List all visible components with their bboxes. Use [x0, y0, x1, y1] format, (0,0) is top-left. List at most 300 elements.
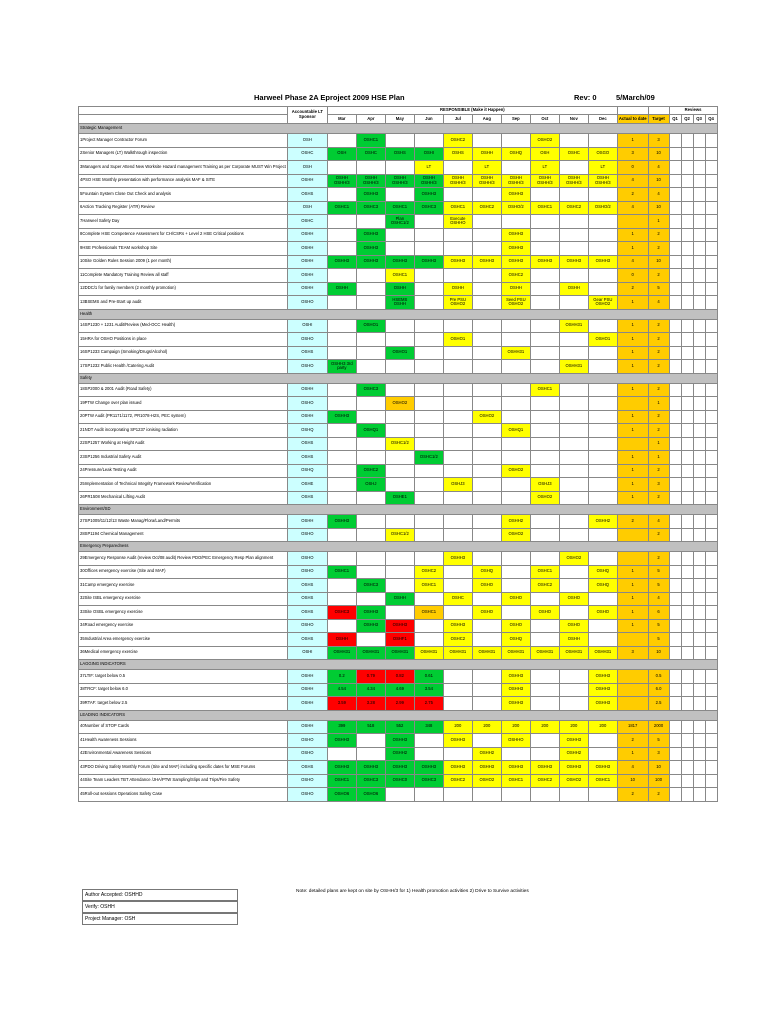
month-cell: OSHQ1 [356, 424, 385, 438]
activity-row [79, 147, 718, 161]
month-cell [327, 319, 356, 333]
month-cell [559, 242, 588, 256]
month-cell: OSHH3 [356, 606, 385, 620]
month-cell [443, 491, 472, 505]
section-label: LEADING INDICATORS [79, 710, 718, 720]
activity-label: NDT Audit incorporating SP1237 ionising radiation [84, 426, 178, 432]
month-cell: OSHH3 [356, 255, 385, 269]
target-cell: 1 [648, 451, 669, 465]
month-cell [559, 579, 588, 593]
activity-row [79, 697, 718, 711]
month-cell [588, 346, 617, 360]
review-cell [681, 451, 693, 465]
review-cell [693, 410, 705, 424]
month-cell: 3.28 [356, 697, 385, 711]
month-cell [443, 161, 472, 175]
month-cell: OSH [530, 147, 559, 161]
actual-cell: 1 [617, 296, 648, 310]
review-cell [681, 734, 693, 748]
month-cell [530, 788, 559, 802]
month-cell [414, 360, 443, 374]
month-cell: 4.69 [385, 683, 414, 697]
accountable-cell: OSHS [287, 761, 327, 775]
review-cell [669, 491, 681, 505]
month-cell [501, 747, 530, 761]
month-cell: OSHC1 [588, 774, 617, 788]
month-cell: OSHO [501, 619, 530, 633]
month-cell [588, 383, 617, 397]
review-cell [681, 255, 693, 269]
target-cell: 10 [648, 646, 669, 660]
activity-label: Road emergency exercise [84, 622, 134, 628]
month-cell: 0.2 [327, 670, 356, 684]
accountable-cell: OSHO [287, 747, 327, 761]
month-cell [559, 683, 588, 697]
activity-number: 14 [80, 322, 85, 328]
activity-number: 45 [80, 790, 85, 796]
month-cell [327, 619, 356, 633]
actual-cell: 1 [617, 606, 648, 620]
month-cell: OSHH OSHH/3 [472, 174, 501, 188]
month-cell: OSHH3 [472, 761, 501, 775]
month-cell [414, 633, 443, 647]
review-cell [693, 360, 705, 374]
month-cell [530, 282, 559, 296]
month-cell [501, 333, 530, 347]
month-cell: OSHH3 [530, 761, 559, 775]
month-cell [588, 451, 617, 465]
month-cell: OSHH31 [327, 646, 356, 660]
month-cell [385, 134, 414, 148]
month-cell [559, 491, 588, 505]
activity-row [79, 515, 718, 529]
activity-cell [79, 242, 288, 256]
month-cell [472, 437, 501, 451]
month-cell [559, 161, 588, 175]
month-cell: 3.59 [327, 697, 356, 711]
review-cell [681, 282, 693, 296]
month-cell: OSHH [385, 592, 414, 606]
actual-cell: 4 [617, 174, 648, 188]
actual-cell: 1 [617, 491, 648, 505]
month-cell [414, 383, 443, 397]
review-cell [693, 282, 705, 296]
review-cell [669, 437, 681, 451]
quarter-header: Q4 [705, 115, 717, 124]
month-cell: OSHC3 [356, 579, 385, 593]
review-cell [681, 437, 693, 451]
review-cell [681, 552, 693, 566]
target-cell: 2 [648, 552, 669, 566]
quarter-header: Q1 [669, 115, 681, 124]
review-cell [681, 424, 693, 438]
activity-label: SP1257 Working at Height Audit [84, 440, 145, 446]
month-cell: OSHC1 [327, 565, 356, 579]
activity-number: 40 [80, 723, 85, 729]
review-cell [681, 579, 693, 593]
accountable-cell: OSHO [287, 552, 327, 566]
review-cell [669, 747, 681, 761]
month-cell [327, 451, 356, 465]
month-cell [472, 424, 501, 438]
accountable-cell: OSHO [287, 333, 327, 347]
month-cell: OSHO2 [501, 464, 530, 478]
activity-label: HRA for OSHO Positions in place [84, 335, 147, 341]
month-cell [559, 215, 588, 229]
actual-cell: 2 [617, 788, 648, 802]
review-cell [705, 255, 717, 269]
month-cell [472, 619, 501, 633]
actual-cell: 10 [617, 774, 648, 788]
month-cell: OSHQ [501, 633, 530, 647]
month-cell: OSHQ1 [501, 424, 530, 438]
activity-number: 27 [80, 517, 85, 523]
accountable-cell: OSHO [287, 528, 327, 542]
review-cell [693, 147, 705, 161]
activity-number: 43 [80, 763, 85, 769]
month-cell [414, 788, 443, 802]
month-cell [472, 188, 501, 202]
month-cell: OSHO1 [356, 319, 385, 333]
accountable-cell: OSHO [287, 619, 327, 633]
month-cell: OSHH2 [472, 747, 501, 761]
month-cell [559, 424, 588, 438]
month-cell [501, 451, 530, 465]
review-cell [681, 491, 693, 505]
month-cell: OSHO2 [385, 397, 414, 411]
month-cell: OSHC3 [414, 774, 443, 788]
month-cell [472, 592, 501, 606]
month-cell [327, 592, 356, 606]
accountable-cell: OSHS [287, 579, 327, 593]
activity-cell [79, 579, 288, 593]
month-cell: OSHH3 [501, 228, 530, 242]
review-cell [681, 161, 693, 175]
month-cell [385, 515, 414, 529]
accountable-cell: OSHH [287, 670, 327, 684]
document-title: Harweel Phase 2A Eproject 2009 HSE Plan [254, 93, 405, 102]
month-cell [530, 360, 559, 374]
month-cell: 200 [443, 720, 472, 734]
month-cell [472, 242, 501, 256]
actual-cell [617, 697, 648, 711]
activity-cell [79, 464, 288, 478]
activity-label: SP1194 Chemical Management [84, 531, 144, 537]
month-header: Sep [501, 115, 530, 124]
review-cell [705, 188, 717, 202]
activity-number: 12 [80, 285, 85, 291]
activity-row [79, 174, 718, 188]
month-cell [327, 437, 356, 451]
month-cell: Seed PSU OSHO2 [501, 296, 530, 310]
month-cell: 200 [501, 720, 530, 734]
review-cell [669, 670, 681, 684]
month-cell: OSHC1/2 [385, 437, 414, 451]
month-cell: OSHC3 [356, 774, 385, 788]
activity-number: 19 [80, 399, 85, 405]
review-cell [681, 478, 693, 492]
actual-cell: 4 [617, 201, 648, 215]
month-cell: 200 [472, 720, 501, 734]
month-cell [588, 437, 617, 451]
month-cell: OSHC2 [443, 134, 472, 148]
month-cell [443, 346, 472, 360]
month-cell [414, 269, 443, 283]
month-cell: OSHC1 [327, 201, 356, 215]
month-cell: OSHO [559, 592, 588, 606]
month-cell [414, 242, 443, 256]
month-cell [414, 215, 443, 229]
month-cell: OSHF1 [385, 633, 414, 647]
month-cell [443, 269, 472, 283]
month-cell: OSHH3 [501, 188, 530, 202]
review-cell [693, 515, 705, 529]
activity-row [79, 528, 718, 542]
month-cell: OSHH OSHH/3 [588, 174, 617, 188]
review-cell [693, 528, 705, 542]
month-cell: OSHC1/2 [414, 451, 443, 465]
month-cell [385, 410, 414, 424]
actual-cell: 1 [617, 424, 648, 438]
month-cell [559, 296, 588, 310]
review-cell [705, 134, 717, 148]
month-cell: OSHC [443, 592, 472, 606]
month-cell: OSHC2 [414, 565, 443, 579]
section-label: Safety [79, 373, 718, 383]
review-cell [681, 360, 693, 374]
accountable-cell: OSHH [287, 269, 327, 283]
review-cell [681, 242, 693, 256]
month-cell: OSHH3 [327, 515, 356, 529]
actual-cell [617, 437, 648, 451]
review-cell [693, 633, 705, 647]
review-cell [669, 161, 681, 175]
month-cell: OSHC1 [327, 774, 356, 788]
month-cell: OSHH3 [327, 734, 356, 748]
actual-cell: 1 [617, 565, 648, 579]
activity-row [79, 397, 718, 411]
actual-cell: 1 [617, 478, 648, 492]
review-cell [681, 619, 693, 633]
accountable-cell: OSHH [287, 410, 327, 424]
review-cell [669, 383, 681, 397]
month-cell [385, 161, 414, 175]
actual-cell [617, 633, 648, 647]
month-cell [530, 228, 559, 242]
month-cell [588, 228, 617, 242]
month-cell: OSHE1 [385, 491, 414, 505]
review-cell [693, 215, 705, 229]
target-header: Target [648, 115, 669, 124]
month-cell: OSHC1 [356, 134, 385, 148]
review-cell [681, 346, 693, 360]
section-row [79, 309, 718, 319]
activity-row [79, 383, 718, 397]
month-cell [588, 788, 617, 802]
review-cell [669, 478, 681, 492]
activity-number: 30 [80, 568, 85, 574]
month-cell [472, 478, 501, 492]
accountable-cell: OSH [287, 201, 327, 215]
review-cell [693, 242, 705, 256]
month-cell [443, 670, 472, 684]
month-cell [414, 134, 443, 148]
month-cell [472, 697, 501, 711]
review-cell [705, 747, 717, 761]
month-cell: OSHH [327, 633, 356, 647]
target-cell: 2 [648, 242, 669, 256]
activity-cell [79, 424, 288, 438]
month-cell: OSHH3 [559, 734, 588, 748]
month-cell [588, 134, 617, 148]
month-cell [443, 515, 472, 529]
month-cell: 200 [588, 720, 617, 734]
month-cell: OSHH3 [414, 255, 443, 269]
month-cell: OSHC2 [530, 579, 559, 593]
review-cell [681, 397, 693, 411]
month-cell: OSHHO [501, 734, 530, 748]
month-cell [414, 619, 443, 633]
month-cell [443, 383, 472, 397]
month-cell [443, 747, 472, 761]
month-cell: OSHO [501, 592, 530, 606]
month-cell: OSHH31 [559, 360, 588, 374]
month-cell: OSHC2 [443, 633, 472, 647]
activity-cell [79, 646, 288, 660]
review-cell [669, 346, 681, 360]
review-cell [669, 228, 681, 242]
activity-number: 22 [80, 440, 85, 446]
activity-label: LTIF: target below 0.5 [84, 672, 126, 678]
activity-label: Site OSBL emergency exercise [84, 608, 143, 614]
footnote: Note: detailed plans are kept on site by OSHH/3 for 1) Health promotion activities 2) Drive to Survive activities [296, 889, 529, 894]
month-cell [472, 552, 501, 566]
month-cell: 4.34 [356, 683, 385, 697]
review-cell [693, 552, 705, 566]
activity-number: 7 [80, 217, 83, 223]
review-cell [681, 319, 693, 333]
month-cell: OSHQ [472, 565, 501, 579]
activity-label: Complete Mandatory Training Review all staff [84, 271, 169, 277]
month-cell [588, 478, 617, 492]
review-cell [705, 451, 717, 465]
month-cell [385, 478, 414, 492]
month-cell [588, 215, 617, 229]
month-cell [356, 333, 385, 347]
review-cell [669, 464, 681, 478]
month-cell [588, 410, 617, 424]
month-cell: LT [472, 161, 501, 175]
activity-row [79, 410, 718, 424]
month-cell: OSHH31 [559, 646, 588, 660]
month-cell [530, 451, 559, 465]
activity-cell [79, 174, 288, 188]
review-cell [693, 720, 705, 734]
month-cell [356, 296, 385, 310]
review-cell [681, 761, 693, 775]
activity-number: 16 [80, 349, 85, 355]
month-cell: OSHH3 [588, 683, 617, 697]
month-cell [472, 515, 501, 529]
month-cell [530, 319, 559, 333]
month-cell [530, 242, 559, 256]
accountable-cell: OSHS [287, 491, 327, 505]
month-header: Aug [472, 115, 501, 124]
review-cell [705, 774, 717, 788]
activity-cell [79, 606, 288, 620]
actual-cell: 1 [617, 747, 648, 761]
month-cell [530, 734, 559, 748]
accountable-cell: OSHS [287, 188, 327, 202]
section-row [79, 660, 718, 670]
activity-row [79, 747, 718, 761]
month-cell [414, 333, 443, 347]
activity-cell [79, 134, 288, 148]
month-cell [385, 788, 414, 802]
activity-row [79, 296, 718, 310]
month-cell [472, 633, 501, 647]
month-cell [327, 552, 356, 566]
activity-cell [79, 633, 288, 647]
month-cell [530, 683, 559, 697]
review-cell [669, 269, 681, 283]
month-cell [385, 360, 414, 374]
review-cell [693, 134, 705, 148]
month-cell: OSHO [588, 606, 617, 620]
accountable-cell: OSHS [287, 633, 327, 647]
review-cell [693, 346, 705, 360]
activity-label: SP1232 Public Health /Catering Audit [84, 362, 155, 368]
month-cell: OSHH OSHH/3 [501, 174, 530, 188]
month-cell [385, 242, 414, 256]
accountable-cell: OSHQ [287, 464, 327, 478]
review-cell [705, 437, 717, 451]
month-cell: OSHH OSHH/3 [443, 174, 472, 188]
review-cell [669, 734, 681, 748]
month-cell [443, 528, 472, 542]
review-cell [681, 670, 693, 684]
month-cell [530, 188, 559, 202]
month-cell: OSHC2 [472, 201, 501, 215]
review-cell [705, 478, 717, 492]
activity-number: 29 [80, 554, 85, 560]
review-cell [693, 228, 705, 242]
month-cell: OSGO [588, 147, 617, 161]
month-cell: 2.99 [385, 697, 414, 711]
section-label: LAGGING INDICATORS [79, 660, 718, 670]
activity-row [79, 228, 718, 242]
review-cell [669, 319, 681, 333]
activity-label: Senior Managers (LT) Walkthrough inspection [82, 150, 168, 156]
review-cell [705, 397, 717, 411]
review-cell [705, 761, 717, 775]
actual-cell [617, 683, 648, 697]
month-cell: OSHO [530, 606, 559, 620]
review-cell [693, 319, 705, 333]
month-cell [414, 734, 443, 748]
activity-label: Roll-out sessions Operations Safety Case [84, 790, 163, 796]
month-cell [356, 215, 385, 229]
month-cell: 0.61 [414, 670, 443, 684]
month-cell: OSHH3 [414, 188, 443, 202]
review-cell [705, 296, 717, 310]
target-cell: 3 [648, 478, 669, 492]
review-cell [681, 147, 693, 161]
activity-row [79, 606, 718, 620]
target-cell: 2000 [648, 720, 669, 734]
review-cell [669, 134, 681, 148]
month-cell: OSHO2 [472, 774, 501, 788]
